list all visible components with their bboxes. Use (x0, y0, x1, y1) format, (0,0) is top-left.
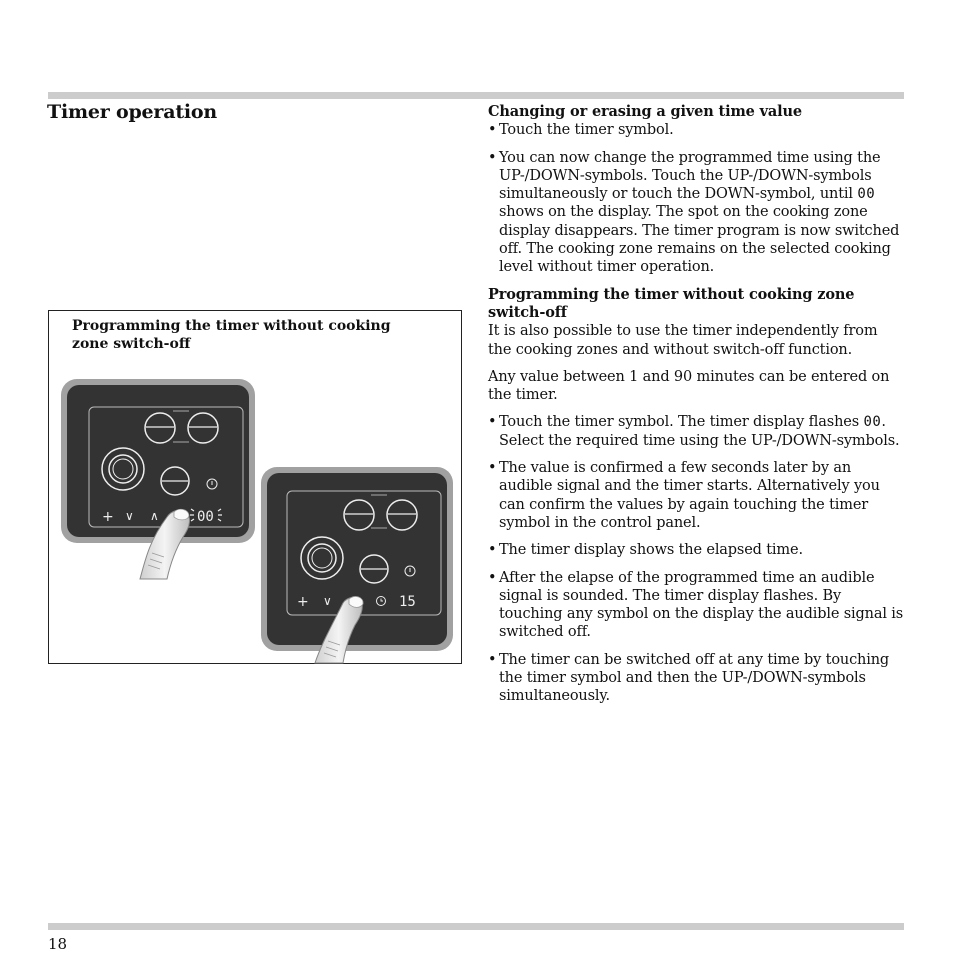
bottom-rule (48, 923, 904, 930)
cooktop-illustration (49, 311, 463, 665)
section-programming (488, 286, 904, 706)
timer-display: 15 (399, 594, 416, 610)
list-item: • You can now change the programmed time using the UP-/DOWN-symbols. Touch the UP-/DOWN-symbols simultaneously or touch the DOWN-symbol, until 00 shows on the display. The spot on the cooking zone display disappears. The timer program is now switched off. The cooking zone remains on the selected cooking level without timer operation. (488, 149, 904, 277)
list-item: • After the elapse of the programmed time an audible signal is sounded. The timer display flashes. By touching any symbol on the display the audible signal is switched off. (488, 569, 904, 642)
paragraph: It is also possible to use the timer independently from the cooking zones and without switch-off function. (488, 323, 878, 358)
list-item: • Touch the timer symbol. (488, 121, 904, 139)
plus-symbol[interactable]: + (102, 509, 114, 525)
list-item: • The timer can be switched off at any time by touching the timer symbol and then the UP-/DOWN-symbols simultaneously. (488, 651, 904, 706)
right-column (488, 103, 904, 715)
control-panel-2 (261, 467, 453, 663)
control-panel-1 (61, 379, 255, 579)
display-code: 00 (863, 414, 882, 431)
top-rule (48, 92, 904, 99)
page-number: 18 (48, 935, 68, 953)
display-code: 00 (857, 186, 876, 203)
section-change-erase (488, 103, 904, 277)
list-item: • Touch the timer symbol. The timer display flashes 00. Select the required time using the UP-/DOWN-symbols. (488, 413, 904, 450)
figure-caption: Programming the timer without cooking zone switch-off (72, 318, 391, 352)
down-symbol[interactable]: ∨ (125, 509, 134, 523)
figure-box (48, 310, 462, 664)
plus-symbol[interactable]: + (297, 594, 309, 610)
paragraph: Any value between 1 and 90 minutes can be entered on the timer. (488, 368, 890, 404)
timer-display-flashing: 00 (197, 509, 214, 525)
page-title: Timer operation (47, 101, 218, 123)
section-heading: Programming the timer without cooking zone switch-off (488, 285, 855, 321)
section-heading: Changing or erasing a given time value (488, 103, 802, 120)
list-item: • The value is confirmed a few seconds later by an audible signal and the timer starts. Alternatively you can confirm the values by again touching the timer symbol in the control panel. (488, 459, 904, 532)
up-symbol[interactable]: ∧ (150, 509, 159, 523)
down-symbol[interactable]: ∨ (323, 594, 332, 608)
list-item: • The timer display shows the elapsed time. (488, 541, 904, 559)
